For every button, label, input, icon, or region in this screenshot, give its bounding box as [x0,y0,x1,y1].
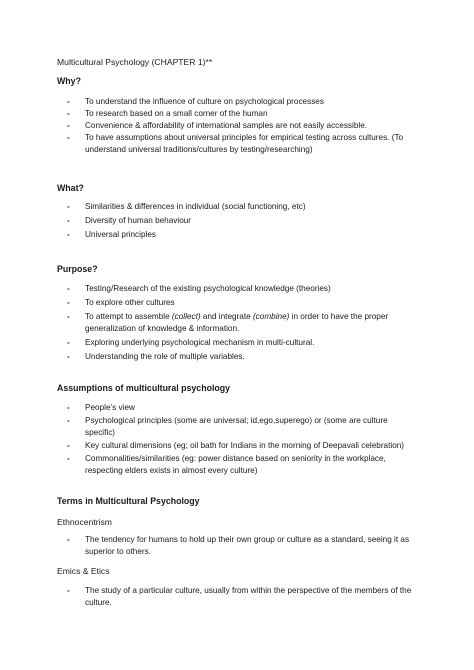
list-item: - The study of a particular culture, usually from within the perspective of the members of the culture. [57,585,417,609]
ethnocentrism-label: Ethnocentrism [57,517,112,527]
purpose-list [57,283,417,365]
emics-list [57,585,417,609]
list-item: - The tendency for humans to hold up their own group or culture as a standard, seeing it as superior to others. [57,534,417,558]
emics-label: Emics & Etics [57,566,110,576]
list-item: - Understanding the role of multiple variables. [57,351,417,363]
list-item: - Psychological principles (some are universal; id,ego,superego) or (some are culture specific) [57,415,417,439]
list-item: - People’s view [57,402,417,414]
purpose-heading: Purpose? [57,264,98,274]
assemble-collect: (collect) [171,311,201,321]
assemble-text-3: in order to have the proper generalization of knowledge & information. [85,311,389,334]
list-item-assemble [57,311,417,335]
assemble-text-1: To attempt to assemble [85,311,172,321]
list-item: - Diversity of human behaviour [57,215,417,227]
why-heading: Why? [57,76,81,86]
list-item: - Key cultural dimensions (eg; oil bath for Indians in the morning of Deepavali celebration) [57,440,417,452]
what-list [57,201,417,243]
assemble-text-2: and integrate [200,311,253,321]
assemble-combine: (combine) [252,311,290,321]
assumptions-list [57,402,417,479]
list-item: - Exploring underlying psychological mechanism in multi-cultural. [57,337,417,349]
ethnocentrism-list [57,534,417,558]
why-list [57,96,417,156]
what-heading: What? [57,183,84,193]
terms-heading: Terms in Multicultural Psychology [57,496,200,506]
list-item: - To have assumptions about universal principles for empirical testing across cultures. (To understand universal traditions/cultures by testing/researching) [57,132,417,156]
list-item: - To understand the influence of culture on psychological processes [57,96,417,108]
list-item: - To explore other cultures [57,297,417,309]
list-item: - Convenience & affordability of international samples are not easily accessible. [57,120,417,132]
list-item: - Universal principles [57,229,417,241]
list-item: - Similarities & differences in individual (social functioning, etc) [57,201,417,213]
assumptions-heading: Assumptions of multicultural psychology [57,383,231,393]
list-item: - Commonalities/similarities (eg: power distance based on seniority in the workplace, respecting elders exists in almost every culture) [57,453,417,477]
list-item: - Testing/Research of the existing psychological knowledge (theories) [57,283,417,295]
document-title: Multicultural Psychology (CHAPTER 1)** [57,57,213,67]
list-item: - To research based on a small corner of the human [57,108,417,120]
